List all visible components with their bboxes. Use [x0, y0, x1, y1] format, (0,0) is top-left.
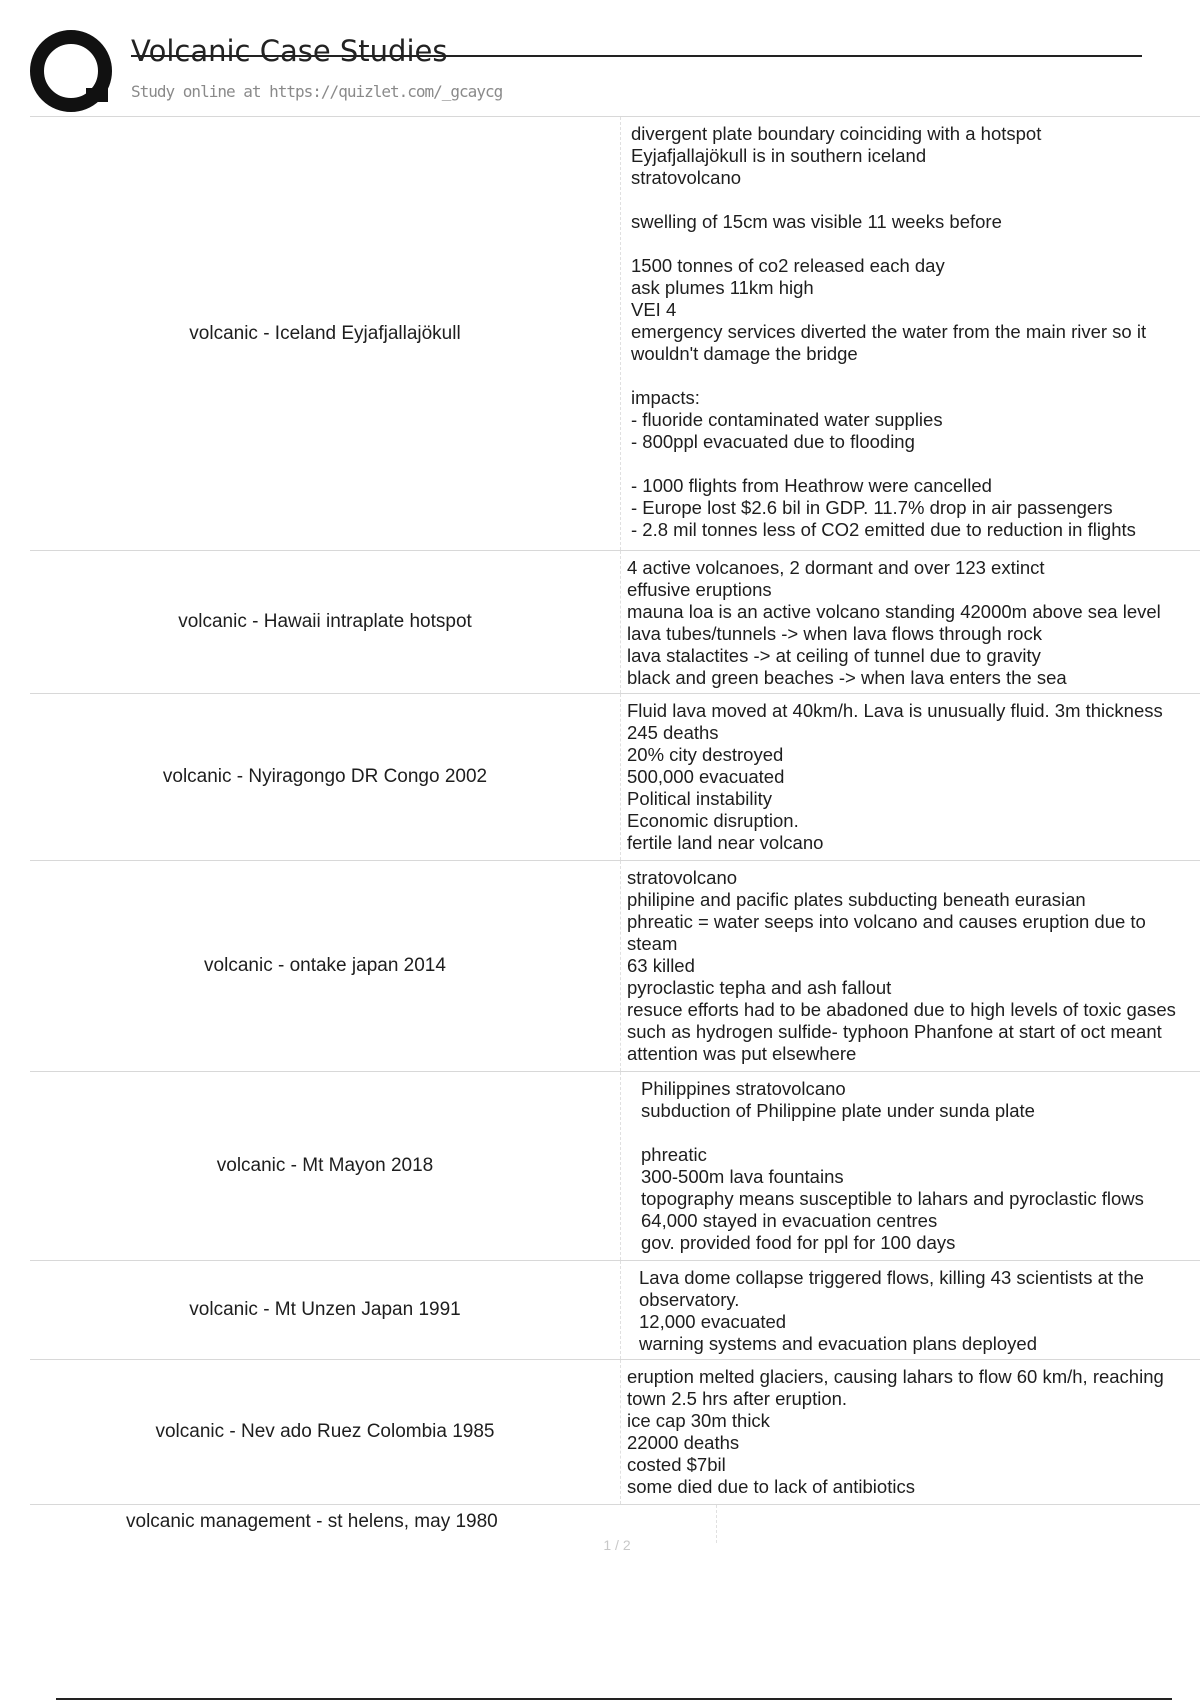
card-definition: Philippines stratovolcano subduction of Philippine plate under sunda plate phreatic 300-500m lava fountains topography means susceptible to lahars and pyroclastic flows 64,000 stayed in evacuation centres gov. provided food for ppl for 100 days: [620, 1072, 1200, 1260]
card-row: [30, 693, 1200, 860]
card-term: volcanic - Nev ado Ruez Colombia 1985: [155, 1421, 495, 1442]
card-row: [30, 860, 1200, 1071]
card-term: volcanic - ontake japan 2014: [204, 955, 446, 976]
title-rule: [131, 55, 1142, 57]
page-indicator: 1 / 2: [603, 1537, 631, 1553]
card-row: [30, 116, 1200, 550]
card-term: volcanic - Hawaii intraplate hotspot: [178, 611, 472, 632]
study-online-link[interactable]: Study online at https://quizlet.com/_gcaycg: [131, 82, 503, 101]
flashcard-list: [30, 116, 1200, 1543]
card-term: volcanic - Iceland Eyjafjallajökull: [189, 322, 461, 344]
card-row: [30, 1359, 1200, 1504]
card-row: [30, 1260, 1200, 1359]
card-definition: Fluid lava moved at 40km/h. Lava is unusually fluid. 3m thickness 245 deaths 20% city destroyed 500,000 evacuated Political instability Economic disruption. fertile land near volcano: [620, 694, 1200, 860]
page-title: Volcanic Case Studies: [131, 34, 448, 68]
card-definition: 4 active volcanoes, 2 dormant and over 123 extinct effusive eruptions mauna loa is an active volcano standing 42000m above sea level lava tubes/tunnels -> when lava flows through rock lava stalactites -> at ceiling of tunnel due to gravity black and green beaches -> when lava enters the sea: [620, 551, 1200, 693]
card-row: [30, 550, 1200, 693]
logo-tail: [86, 88, 108, 102]
card-definition: stratovolcano philipine and pacific plates subducting beneath eurasian phreatic = water seeps into volcano and causes eruption due to steam 63 killed pyroclastic tepha and ash fallout resuce efforts had to be abadoned due to high levels of toxic gases such as hydrogen sulfide- typhoon Phanfone at start of oct meant attention was put elsewhere: [620, 861, 1200, 1071]
card-definition: eruption melted glaciers, causing lahars to flow 60 km/h, reaching town 2.5 hrs after eruption. ice cap 30m thick 22000 deaths costed $7bil some died due to lack of antibiotics: [620, 1360, 1200, 1504]
card-definition: Lava dome collapse triggered flows, killing 43 scientists at the observatory. 12,000 evacuated warning systems and evacuation plans deployed: [620, 1261, 1200, 1359]
card-definition: divergent plate boundary coinciding with a hotspot Eyjafjallajökull is in southern iceland stratovolcano swelling of 15cm was visible 11 weeks before 1500 tonnes of co2 released each day ask plumes 11km high VEI 4 emergency services diverted the water from the main river so it wouldn't damage the bridge impacts: - fluoride contaminated water supplies - 800ppl evacuated due to flooding - 1000 flights from Heathrow were cancelled - Europe lost $2.6 bil in GDP. 11.7% drop in air passengers - 2.8 mil tonnes less of CO2 emitted due to reduction in flights: [620, 117, 1200, 550]
card-term: volcanic management - st helens, may 1980: [126, 1511, 498, 1532]
card-term: volcanic - Nyiragongo DR Congo 2002: [162, 766, 488, 787]
card-row: [30, 1071, 1200, 1260]
card-term: volcanic - Mt Mayon 2018: [216, 1155, 434, 1176]
quizlet-logo: [30, 30, 112, 112]
card-term: volcanic - Mt Unzen Japan 1991: [189, 1299, 461, 1320]
